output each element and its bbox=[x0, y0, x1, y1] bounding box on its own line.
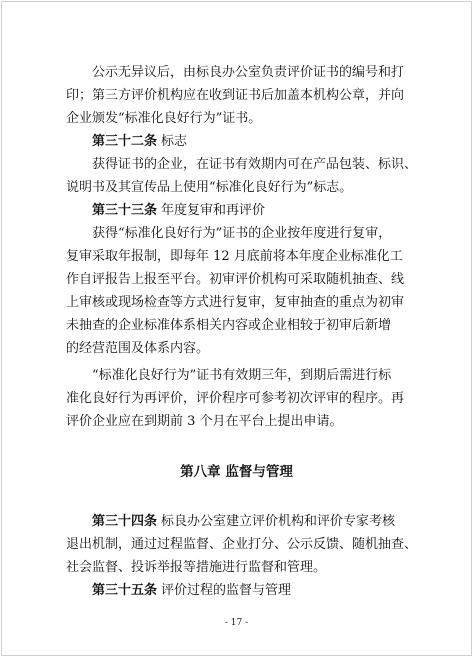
paragraph-line: 准化良好行为再评价，评价程序可参考初次评审的程序。再 bbox=[66, 391, 405, 406]
article-number: 第三十二条 bbox=[92, 134, 158, 149]
paragraph-line: 退出机制，通过过程监督、企业打分、公示反馈、随机抽查、 bbox=[66, 537, 418, 552]
paragraph-line: 印；第三方评价机构应在收到证书后加盖本机构公章，并向 bbox=[66, 88, 405, 103]
paragraph-line: “标准化良好行为”证书有效期三年，到期后需进行标 bbox=[92, 368, 392, 383]
paragraph-line: 说明书及其宣传品上使用“标准化良好行为”标志。 bbox=[66, 180, 353, 195]
article-heading bbox=[92, 132, 187, 152]
article-heading bbox=[92, 581, 291, 601]
paragraph-line: 企业颁发“标准化良好行为”证书。 bbox=[66, 111, 262, 126]
paragraph-line: 公示无异议后，由标良办公室负责评价证书的编号和打 bbox=[92, 65, 405, 80]
paragraph-line: 获得证书的企业，在证书有效期内可在产品包装、标识、 bbox=[92, 157, 418, 172]
paragraph-line: 评价企业应在到期前 3 个月在平台上提出申请。 bbox=[66, 414, 343, 429]
paragraph-line: 上审核或现场检查等方式进行复审，复审抽查的重点为初审 bbox=[66, 295, 405, 310]
paragraph-line: 社会监督、投诉举报等措施进行监督和管理。 bbox=[66, 560, 327, 575]
article-number: 第三十四条 bbox=[92, 514, 158, 529]
article-number: 第三十三条 bbox=[92, 203, 158, 218]
paragraph-line: 未抽查的企业标准体系相关内容或企业相较于初审后新增 bbox=[66, 318, 392, 333]
paragraph-line: 获得“标准化良好行为”证书的企业按年度进行复审， bbox=[92, 226, 392, 241]
article-title: 标志 bbox=[161, 134, 188, 149]
paragraph-line: 作自评报告上报至平台。初审评价机构可采取随机抽查、线 bbox=[66, 272, 405, 287]
article-number: 第三十五条 bbox=[92, 583, 158, 598]
article-title: 年度复审和再评价 bbox=[161, 203, 266, 218]
article-title: 评价过程的监督与管理 bbox=[161, 583, 292, 598]
article-heading bbox=[92, 201, 265, 221]
chapter-heading: 第八章 监督与管理 bbox=[180, 464, 293, 480]
paragraph-line: 的经营范围及体系内容。 bbox=[66, 341, 210, 356]
article-text: 标良办公室建立评价机构和评价专家考核 bbox=[161, 514, 396, 529]
article-heading bbox=[92, 512, 395, 532]
paragraph-line: 复审采取年报制，即每年 12 月底前将本年度企业标准化工 bbox=[66, 249, 403, 264]
page-number: - 17 - bbox=[224, 618, 249, 628]
